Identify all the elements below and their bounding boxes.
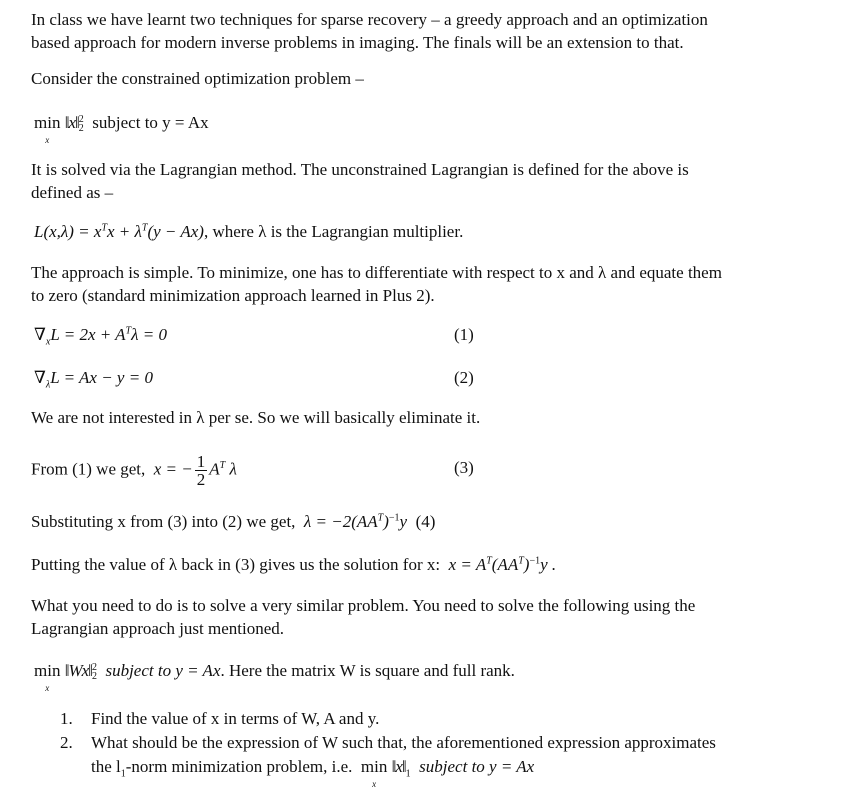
equation-2: $\nabla_\lambda L = Ax - y = 0$: [34, 368, 153, 391]
intro-line-2: based approach for modern inverse problems in imaging. The finals will be an extension to that.: [31, 33, 684, 52]
list-item-continuation: the $l_1$-norm minimization problem, i.e. min x $‖x‖_1$ subject to y = Ax: [91, 757, 535, 789]
norm-wx: ‖Wx‖: [64, 661, 92, 680]
equation-1: $\nabla_xL = 2x + A^T\lambda = 0$: [34, 325, 167, 348]
min-operator: min x: [34, 661, 61, 693]
equation-3-number: (3): [454, 458, 474, 477]
lagrangian-equation: $L(x,\lambda) = x^Tx + \lambda^T(y - Ax)$, where λ is the Lagrangian multiplier.: [34, 222, 464, 241]
min-operator: min x: [360, 757, 388, 789]
approach-line-1: The approach is simple. To minimize, one has to differentiate with respect to x and λ and equate them: [31, 263, 722, 282]
min-operator: min x: [34, 113, 61, 145]
solution-line: Putting the value of λ back in (3) gives us the solution for x: $x = A^T(AA^T)^{-1}y$ .: [31, 555, 557, 574]
problem-2-equation: min x ‖Wx‖ 2 2 subject to y = Ax. Here the matrix W is square and full rank.: [34, 661, 515, 693]
list-item: 2. What should be the expression of W such that, the aforementioned expression approximates: [60, 733, 716, 752]
list-item: 1. Find the value of x in terms of W, A and y.: [60, 709, 380, 728]
eliminate-lambda: We are not interested in λ per se. So we will basically eliminate it.: [31, 408, 481, 427]
fraction-half: $\frac{1}{2}$: [196, 452, 206, 489]
lagrangian-intro-1: It is solved via the Lagrangian method. The unconstrained Lagrangian is defined for the above is: [31, 160, 689, 179]
equation-4: Substituting x from (3) into (2) we get, $\lambda = -2(AA^T)^{-1}y$ (4): [31, 512, 436, 531]
problem-1-equation: min x ‖x‖ 2 2 subject to y = Ax: [34, 113, 209, 145]
task-intro-2: Lagrangian approach just mentioned.: [31, 619, 285, 638]
constraint-text: subject to y = Ax: [92, 113, 209, 132]
equation-1-number: (1): [454, 325, 474, 344]
equation-3: From (1) we get, x = − $\frac{1}{2}$ $A^T$ λ: [31, 452, 237, 489]
equation-2-number: (2): [454, 368, 474, 387]
task-intro-1: What you need to do is to solve a very similar problem. You need to solve the following using the: [31, 596, 696, 615]
constrained-intro: Consider the constrained optimization problem –: [31, 69, 364, 88]
lagrangian-intro-2: defined as –: [31, 183, 114, 202]
approach-line-2: to zero (standard minimization approach learned in Plus 2).: [31, 286, 435, 305]
task-list: [60, 707, 716, 789]
norm-x: ‖x‖: [64, 113, 79, 132]
intro-line-1: In class we have learnt two techniques for sparse recovery – a greedy approach and an optimization: [31, 10, 708, 29]
